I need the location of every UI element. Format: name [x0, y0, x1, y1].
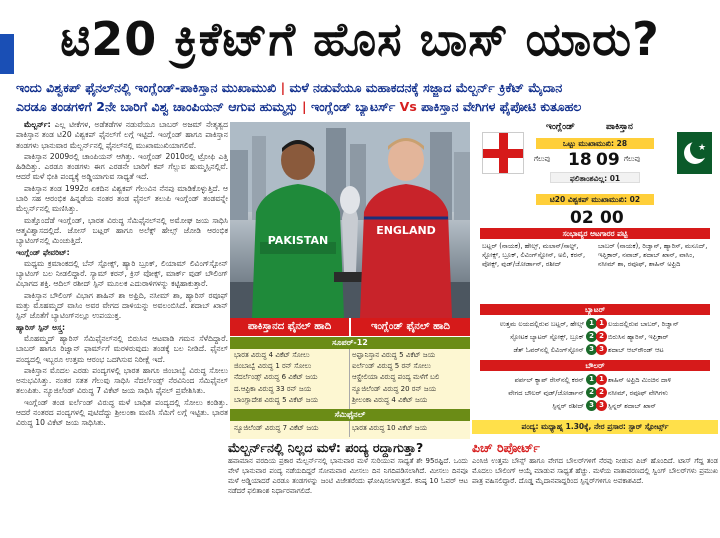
- batter-row: [480, 318, 712, 330]
- pakistan-wins: 09: [596, 150, 620, 170]
- wc-pakistan: 00: [600, 208, 624, 228]
- page-headline: ಟಿ20 ಕ್ರಿಕೆಟ್‌ಗೆ ಹೊಸ ಬಾಸ್ ಯಾರು?: [60, 12, 660, 66]
- journey-box: [230, 337, 470, 439]
- photo-illustration: [230, 122, 470, 318]
- kicker-text-2c: ಪಾಕಿಸ್ತಾನ ವೇಗಿಗಳ ಫೈಪೋಟಿ ಕುತೂಹಲ: [421, 99, 582, 114]
- rank-badge: 3: [596, 344, 607, 355]
- semifinal-label: ಸೆಮಿಫೈನಲ್: [334, 410, 366, 419]
- batter-row: [480, 344, 712, 356]
- article-paragraph: ಪಾಕಿಸ್ತಾನ ಮೊದಲ ಎರಡು ಪಂದ್ಯಗಳಲ್ಲಿ ಭಾರತ ಹಾಗೂ ಜಿಂಬಾಬ್ವೆ ವಿರುದ್ಧ ಸೋಲು ಅನುಭವಿಸಿತ್ತು. ನಂತರ ಸತತ ಗೆಲುವು ಸಾಧಿಸಿ ನೆದರ್ಲೆಂಡ್ಸ್ ನೆರವಿನಿಂದ ಸೆಮಿಫೈನಲ್ ತಲುಪಿತು. ನ್ಯೂಜಿಲೆಂಡ್ ವಿರುದ್ಧ 7 ವಿಕೆಟ್ ಜಯ ಸಾಧಿಸಿ ಫೈನಲ್ ಪ್ರವೇಶಿಸಿತು.: [16, 365, 228, 396]
- pakistan-wins-label: ಗೆಲುವು: [624, 155, 641, 163]
- match-time: ಪಂದ್ಯ: ಮಧ್ಯಾಹ್ನ 1.30ಕ್ಕೆ, ನೇರ ಪ್ರಸಾರ: ಸ್ಟಾರ್ ಸ್ಪೋರ್ಟ್ಸ್: [472, 420, 718, 434]
- kicker: [16, 78, 716, 118]
- bowler-pak: ಶಾಹಿನ್ ಅಫ್ರಿದಿ ಮಿಂಚಿನ ದಾಳಿ: [608, 376, 672, 384]
- england-wins: 18: [568, 150, 592, 170]
- right-jersey-text: ENGLAND: [376, 224, 436, 237]
- article-paragraph: ಮಧ್ಯಮ ಕ್ರಮಾಂಕದಲ್ಲಿ ಬೆನ್ ಸ್ಟೋಕ್ಸ್, ಹ್ಯಾರಿ ಬ್ರೂಕ್, ಲಿಯಾಮ್ ಲಿವಿಂಗ್‌ಸ್ಟೋನ್ ಬ್ಯಾಟಿಂಗ್ ಬಲ ನೀಡಲಿದ್ದಾರೆ. ಸ್ಯಾಮ್ ಕರನ್, ಕ್ರಿಸ್ ವೋಕ್ಸ್, ಮಾರ್ಕ್ ವುಡ್ ಬೌಲಿಂಗ್ ವಿಭಾಗದ ಶಕ್ತಿ. ಆದಿಲ್ ರಶೀದ್ ಸ್ಪಿನ್ ಮೂಲಕ ಎದುರಾಳಿಗಳನ್ನು ಕಟ್ಟಿಹಾಕುತ್ತಾರೆ.: [16, 258, 228, 289]
- kicker-separator: |: [302, 99, 307, 114]
- probable-header: ಸಂಭಾವ್ಯರ ಆಟಗಾರರ ಪಟ್ಟಿ: [480, 228, 710, 239]
- semifinal-band: [230, 409, 470, 421]
- kicker-vs: Vs: [399, 99, 417, 114]
- super12-label: ಸೂಪರ್-12: [332, 338, 368, 347]
- rank-badge: 1: [586, 374, 597, 385]
- kicker-line-2: [16, 97, 716, 116]
- captains-photo: [230, 122, 470, 318]
- result-item: ನೆದರ್ಲೆಂಡ್ಸ್ ವಿರುದ್ಧ 6 ವಿಕೆಟ್ ಜಯ: [234, 373, 318, 382]
- england-players: ಬಟ್ಲರ್ (ನಾಯಕ), ಹೇಲ್ಸ್, ಮಲಾನ್/ಸಾಲ್ಟ್, ಸ್ಟೋಕ್ಸ್, ಬ್ರೂಕ್, ಲಿವಿಂಗ್‌ಸ್ಟೋನ್, ಅಲಿ, ಕರನ್, ವೋಕ್ಸ್, ವುಡ್/ಜೋರ್ಡಾನ್, ರಶೀದ್: [482, 242, 586, 269]
- article-paragraph: ಪಾಕಿಸ್ತಾನ ತಂಡ 1992ರ ಏಕದಿನ ವಿಶ್ವಕಪ್ ಗೆಲುವಿನ ನೆನಪು ಮಾಡಿಕೊಳ್ಳುತ್ತಿದೆ. ಆ ಬಾರಿ ಸಹ ಆರಂಭಿಕ ಹಿನ್ನಡೆಯ ನಂತರ ತಂಡ ಫೈನಲ್ ತಲುಪಿ ಇಂಗ್ಲೆಂಡ್ ತಂಡವನ್ನೇ ಮೆಲ್ಬರ್ನ್‌ನಲ್ಲಿ ಮಣಿಸಿತ್ತು.: [16, 183, 228, 214]
- batter-row: [480, 331, 712, 343]
- headline-area: [0, 0, 720, 76]
- kicker-text-1a: ಇಂದು ವಿಶ್ವಕಪ್ ಫೈನಲ್‌ನಲ್ಲಿ ಇಂಗ್ಲೆಂಡ್-ಪಾಕಿಸ್ತಾನ ಮುಖಾಮುಖಿ: [16, 80, 277, 95]
- rank-badge: 2: [596, 331, 607, 342]
- rank-badge: 2: [586, 387, 597, 398]
- england-wins-label: ಗೆಲುವು: [534, 155, 551, 163]
- result-item: ಆಸ್ಟ್ರೇಲಿಯಾ ವಿರುದ್ಧ ಪಂದ್ಯ ಮಳೆಗೆ ಬಲಿ: [352, 373, 440, 382]
- accent-bar: [0, 34, 14, 74]
- result-item: ಜಿಂಬಾಬ್ವೆ ವಿರುದ್ಧ 1 ರನ್ ಸೋಲು: [234, 362, 312, 371]
- bowler-eng: ಸ್ಪಿನ್ನರ್ ರಶೀದ್: [552, 402, 584, 410]
- rain-story: [228, 440, 468, 538]
- bowler-pak: ಸ್ಪಿನ್ನರ್ ಶದಾಬ್ ಖಾನ್: [608, 402, 657, 410]
- bowler-row: [480, 387, 712, 399]
- bowler-row: [480, 400, 712, 412]
- result-item: ಐರ್ಲೆಂಡ್ ವಿರುದ್ಧ 5 ರನ್ ಸೋಲು: [352, 362, 431, 371]
- rank-badge: 3: [586, 400, 597, 411]
- rank-badge: 1: [596, 318, 607, 329]
- rank-badge: 3: [586, 344, 597, 355]
- batter-eng: ಡೆತ್ ಓವರ್‌ನಲ್ಲಿ ಲಿವಿಂಗ್‌ಸ್ಟೋನ್: [513, 346, 584, 354]
- paragraph-text: ಎಲ್ಲ ಟೀಕೆಗಳ, ಅಡೆತಡೆಗಳ ನಡುವೆಯೂ ಬಾಬರ್ ಅಜಮ್ ನೇತೃತ್ವದ ಪಾಕಿಸ್ತಾನ ತಂಡ ಟಿ20 ವಿಶ್ವಕಪ್ ಫೈನಲ್‌ಗೆ ಲಗ್ಗೆ ಇಟ್ಟಿದೆ. ಇಂಗ್ಲೆಂಡ್ ಹಾಗೂ ಪಾಕಿಸ್ತಾನ ತಂಡಗಳು ಭಾನುವಾರ ಮೆಲ್ಬರ್ನ್‌ನಲ್ಲಿ ಫೈನಲ್‌ನಲ್ಲಿ ಮುಖಾಮುಖಿಯಾಗಲಿವೆ.: [16, 120, 228, 150]
- rank-badge: 3: [596, 400, 607, 411]
- rank-badge: 1: [586, 318, 597, 329]
- pakistan-flag-icon: ★: [666, 132, 712, 174]
- kicker-text-2b: ಇಂಗ್ಲೆಂಡ್ ಬ್ಯಾಟರ್ಸ್: [310, 99, 396, 114]
- kicker-separator: |: [280, 80, 286, 95]
- article-subhead: ಇಂಗ್ಲೆಂಡ್ ಫೇವರಿಟ್:: [16, 247, 70, 257]
- article-subhead: ಹ್ಯಾರಿಸ್ ಸ್ಪಿನ್ ಅಸ್ತ್ರ:: [16, 322, 66, 332]
- bowler-pak: ನಸೀಮ್, ರವೂಫ್ ವೇಗಿಗಳು: [608, 389, 668, 397]
- batter-eng: ಉತ್ತಮ ಲಯದಲ್ಲಿರುವ ಬಟ್ಲರ್, ಹೇಲ್ಸ್: [499, 320, 584, 328]
- kicker-text-1b: ಮಳೆ ನಡುವೆಯೂ ಮಹಾಕದನಕ್ಕೆ ಸಜ್ಜಾದ ಮೆಲ್ಬರ್ನ್ ಕ್ರಿಕೆಟ್ ಮೈದಾನ: [289, 80, 563, 95]
- pitch-report: [472, 440, 718, 538]
- pitch-text: ಎಂಸಿಜಿ ಉತ್ತಮ ಬೌನ್ಸ್ ಹಾಗೂ ವೇಗದ ಬೌಲರ್‌ಗಳಿಗೆ ನೆರವು ನೀಡುವ ಪಿಚ್ ಹೊಂದಿದೆ. ಟಾಸ್ ಗೆದ್ದ ತಂಡ ಮೊದಲು ಬೌಲಿಂಗ್ ಆಯ್ಕೆ ಮಾಡುವ ಸಾಧ್ಯತೆ ಹೆಚ್ಚು. ಮಳೆಯ ವಾತಾವರಣದಲ್ಲಿ ಸ್ವಿಂಗ್ ಬೌಲರ್‌ಗಳು ಪ್ರಮುಖ ಪಾತ್ರ ವಹಿಸಲಿದ್ದಾರೆ. ದೊಡ್ಡ ಮೈದಾನವಾದ್ದರಿಂದ ಸ್ಪಿನ್ನರ್‌ಗಳಿಗೂ ಅವಕಾಶವಿದೆ.: [472, 457, 718, 485]
- total-meetings: ಒಟ್ಟು ಮುಖಾಮುಖಿ: 28: [536, 138, 654, 149]
- result-item: ಅಫ್ಘಾನಿಸ್ತಾನ ವಿರುದ್ಧ 5 ವಿಕೆಟ್ ಜಯ: [352, 351, 436, 359]
- wc-meetings: ಟಿ20 ವಿಶ್ವಕಪ್ ಮುಖಾಮುಖಿ: 02: [536, 194, 654, 205]
- batter-pak: ಶದಾಬ್ ಆಲ್‌ರೌಂಡ್ ಆಟ: [608, 346, 664, 354]
- article-paragraph: ಪಾಕಿಸ್ತಾನ 2009ರಲ್ಲಿ ಚಾಂಪಿಯನ್ ಆಗಿತ್ತು. ಇಂಗ್ಲೆಂಡ್ 2010ರಲ್ಲಿ ಟ್ರೋಫಿ ಎತ್ತಿ ಹಿಡಿದಿತ್ತು. ಎರಡೂ ತಂಡಗಳು ಈಗ ಎರಡನೇ ಬಾರಿಗೆ ಕಪ್ ಗೆಲ್ಲುವ ಹುಮ್ಮಸ್ಸಿನಲ್ಲಿವೆ. ಆದರೆ ಮಳೆ ಭೀತಿ ಪಂದ್ಯಕ್ಕೆ ಅಡ್ಡಿಯಾಗುವ ಸಾಧ್ಯತೆ ಇದೆ.: [16, 151, 228, 182]
- rain-title: ಮೆಲ್ಬರ್ನ್‌ನಲ್ಲಿ ನಿಲ್ಲದ ಮಳೆ: ಪಂದ್ಯ ರದ್ದಾಗುತ್ತಾ?: [228, 440, 424, 455]
- pakistan-players: ಬಾಬರ್ (ನಾಯಕ), ರಿಜ್ವಾನ್, ಹ್ಯಾರಿಸ್, ಮಸೂದ್, ಇಫ್ತಿಕಾರ್, ನವಾಜ್, ಶದಾಬ್ ಖಾನ್, ವಾಸಿಂ, ನಸೀಮ್ ಶಾ, ರವೂಫ್, ಶಾಹಿನ್ ಅಫ್ರಿದಿ: [598, 242, 708, 269]
- result-item: ಭಾರತ ವಿರುದ್ಧ 4 ವಿಕೆಟ್ ಸೋಲು: [234, 351, 310, 359]
- article-paragraph: ಮತ್ತೊಂದೆಡೆ ಇಂಗ್ಲೆಂಡ್, ಭಾರತ ವಿರುದ್ಧ ಸೆಮಿಫೈನಲ್‌ನಲ್ಲಿ ಅಮೋಘ ಜಯ ಸಾಧಿಸಿ ಆತ್ಮವಿಶ್ವಾಸದಲ್ಲಿದೆ. ಜೋಸ್ ಬಟ್ಲರ್ ಹಾಗೂ ಅಲೆಕ್ಸ್ ಹೇಲ್ಸ್ ಜೋಡಿ ಆರಂಭಿಕ ಬ್ಯಾಟಿಂಗ್‌ನಲ್ಲಿ ಮಿಂಚುತ್ತಿದೆ.: [16, 215, 228, 246]
- kicker-line-1: [16, 78, 716, 97]
- super12-band: [230, 337, 470, 349]
- batters-header: ಬ್ಯಾಟರ್: [480, 304, 710, 315]
- article-paragraph: [16, 120, 228, 151]
- article-paragraph: ಪಾಕಿಸ್ತಾನ ಬೌಲಿಂಗ್ ವಿಭಾಗ ಶಾಹಿನ್ ಶಾ ಅಫ್ರಿದಿ, ನಸೀಮ್ ಶಾ, ಹ್ಯಾರಿಸ್ ರವೂಫ್ ಮತ್ತು ಮೊಹಮ್ಮದ್ ವಾಸಿಂ ಅವರ ವೇಗದ ದಾಳಿಯನ್ನು ಅವಲಂಬಿಸಿದೆ. ಶದಾಬ್ ಖಾನ್ ಸ್ಪಿನ್ ಜೊತೆಗೆ ಬ್ಯಾಟಿಂಗ್‌ನಲ್ಲೂ ಉಪಯುಕ್ತ.: [16, 290, 228, 321]
- result-item: ದ.ಆಫ್ರಿಕಾ ವಿರುದ್ಧ 33 ರನ್ ಜಯ: [234, 384, 312, 393]
- result-item: ಬಾಂಗ್ಲಾದೇಶ ವಿರುದ್ಧ 5 ವಿಕೆಟ್ ಜಯ: [234, 395, 318, 404]
- article-paragraph: ಮೊಹಮ್ಮದ್ ಹ್ಯಾರಿಸ್ ಸೆಮಿಫೈನಲ್‌ನಲ್ಲಿ ಬಿರುಸಿನ ಆಟವಾಡಿ ಗಮನ ಸೆಳೆದಿದ್ದಾರೆ. ಬಾಬರ್ ಹಾಗೂ ರಿಜ್ವಾನ್ ಫಾರ್ಮ್‌ಗೆ ಮರಳಿರುವುದು ತಂಡಕ್ಕೆ ಬಲ ನೀಡಿದೆ. ಫೈನಲ್ ಪಂದ್ಯದಲ್ಲಿ ಇಬ್ಬರೂ ಉತ್ತಮ ಆರಂಭ ಒದಗಿಸುವ ನಿರೀಕ್ಷೆ ಇದೆ.: [16, 333, 228, 364]
- england-name: ಇಂಗ್ಲೆಂಡ್: [546, 122, 575, 132]
- pakistan-route-label: ಪಾಕಿಸ್ತಾನದ ಫೈನಲ್ ಹಾದಿ: [230, 318, 349, 336]
- pitch-title: ಪಿಚ್ ರಿಪೋರ್ಟ್: [472, 440, 540, 455]
- article-paragraph: ಇಂಗ್ಲೆಂಡ್ ತಂಡ ಐರ್ಲೆಂಡ್ ವಿರುದ್ಧ ಮಳೆ ಬಾಧಿತ ಪಂದ್ಯದಲ್ಲಿ ಸೋಲು ಕಂಡಿತ್ತು. ಆದರೆ ನಂತರದ ಪಂದ್ಯಗಳಲ್ಲಿ ಪುಟಿದೆದ್ದು ಶ್ರೀಲಂಕಾ ಮಣಿಸಿ ಸೆಮಿಗೆ ಲಗ್ಗೆ ಇಟ್ಟಿತು. ಭಾರತ ವಿರುದ್ಧ 10 ವಿಕೆಟ್ ಜಯ ಸಾಧಿಸಿತು.: [16, 397, 228, 428]
- batter-pak: ಬಿರುಸಿನ ಹ್ಯಾರಿಸ್, ಇಫ್ತಿಕಾರ್: [608, 333, 669, 341]
- pakistan-results: [234, 350, 350, 406]
- wc-england: 02: [570, 208, 594, 228]
- rank-badge: 2: [586, 331, 597, 342]
- rain-text: ಹವಾಮಾನ ವರದಿಯ ಪ್ರಕಾರ ಮೆಲ್ಬರ್ನ್‌ನಲ್ಲಿ ಭಾನುವಾರ ಮಳೆ ಸುರಿಯುವ ಸಾಧ್ಯತೆ ಶೇ 95ರಷ್ಟಿದೆ. ಒಂದು ವೇಳೆ ಭಾನುವಾರ ಪಂದ್ಯ ನಡೆಯದಿದ್ದರೆ ಸೋಮವಾರ ಮೀಸಲು ದಿನ ನಿಗದಿಪಡಿಸಲಾಗಿದೆ. ಮೀಸಲು ದಿನವೂ ಮಳೆ ಅಡ್ಡಿಯಾದರೆ ಎರಡೂ ತಂಡಗಳನ್ನು ಜಂಟಿ ವಿಜೇತರೆಂದು ಘೋಷಿಸಲಾಗುತ್ತದೆ. ಕನಿಷ್ಠ 10 ಓವರ್ ಆಟ ನಡೆದರೆ ಫಲಿತಾಂಶ ನಿರ್ಧಾರವಾಗಲಿದೆ.: [228, 457, 468, 495]
- kicker-text-2a: ಎರಡೂ ತಂಡಗಳಿಗೆ 2ನೇ ಬಾರಿಗೆ ವಿಶ್ವ ಚಾಂಪಿಯನ್ ಆಗುವ ಹುಮ್ಮಸ್ಸು: [16, 99, 298, 114]
- rank-badge: 2: [596, 387, 607, 398]
- stats-sidebar: [472, 120, 718, 442]
- pakistan-semi: ನ್ಯೂಜಿಲೆಂಡ್ ವಿರುದ್ಧ 7 ವಿಕೆಟ್ ಜಯ: [234, 424, 319, 432]
- dateline: ಮೆಲ್ಬರ್ನ್:: [24, 120, 51, 129]
- bowler-eng: ಪರ್ಪಲ್ ಕ್ಯಾಪ್ ರೇಸ್‌ನಲ್ಲಿ ಕರನ್: [514, 376, 584, 384]
- england-route-label: ಇಂಗ್ಲೆಂಡ್ ಫೈನಲ್ ಹಾದಿ: [349, 318, 470, 336]
- rank-badge: 1: [596, 374, 607, 385]
- batter-pak: ಲಯದಲ್ಲಿರುವ ಬಾಬರ್, ರಿಜ್ವಾನ್: [608, 320, 679, 328]
- pakistan-name: ಪಾಕಿಸ್ತಾನ: [606, 122, 633, 132]
- result-item: ಶ್ರೀಲಂಕಾ ವಿರುದ್ಧ 4 ವಿಕೆಟ್ ಜಯ: [352, 395, 428, 404]
- no-result: ಫಲಿತಾಂಶವಿಲ್ಲ: 01: [550, 172, 640, 183]
- bowler-row: [480, 374, 712, 386]
- bowler-eng: ವೇಗದ ಬೌಲರ್ ವುಡ್/ಜೋರ್ಡಾನ್: [508, 389, 584, 397]
- route-labels: [230, 318, 470, 336]
- result-item: ನ್ಯೂಜಿಲೆಂಡ್ ವಿರುದ್ಧ 20 ರನ್ ಜಯ: [352, 384, 437, 393]
- england-semi: ಭಾರತ ವಿರುದ್ಧ 10 ವಿಕೆಟ್ ಜಯ: [352, 424, 428, 432]
- england-results: [352, 350, 468, 406]
- batter-eng: ಸ್ಫೋಟಕ ಬ್ಯಾಟರ್ ಸ್ಟೋಕ್ಸ್, ಬ್ರೂಕ್: [510, 333, 584, 341]
- england-flag-icon: [482, 132, 524, 174]
- left-jersey-text: PAKISTAN: [267, 234, 329, 247]
- article-body: [16, 120, 228, 534]
- bowlers-header: ಬೌಲರ್: [480, 360, 710, 371]
